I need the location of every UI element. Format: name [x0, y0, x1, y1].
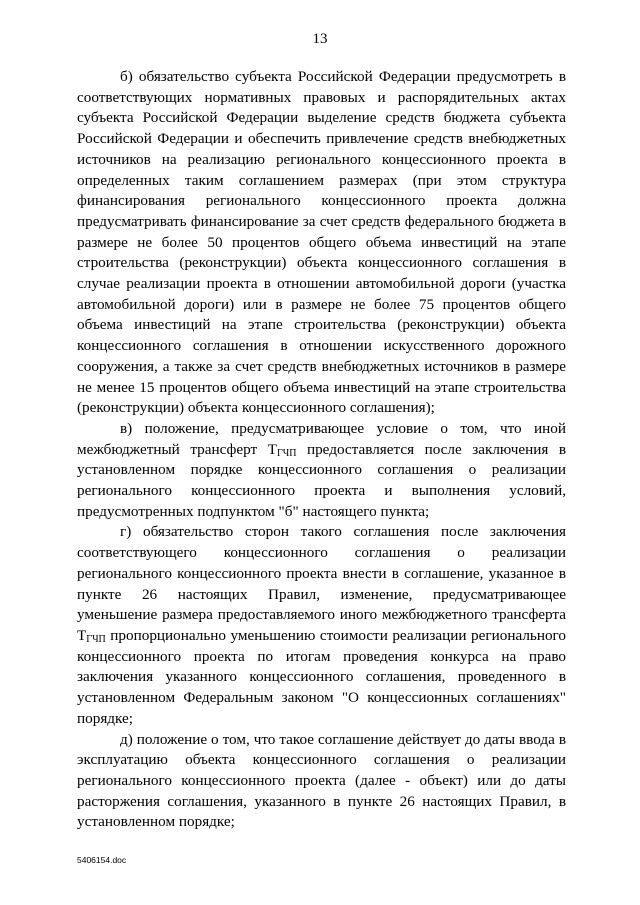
paragraph-v-subscript: ГЧП [276, 447, 297, 459]
document-body [77, 67, 566, 833]
document-filename: 5406154.doc [77, 855, 127, 865]
paragraph-b: б) обязательство субъекта Российской Федерации предусмотреть в соответствующих нормативных правовых и распорядительных актах субъекта Российской Федерации выделение средств бюджета субъекта Российской Федерации и обеспечить привлечение средств внебюджетных источников на реализацию регионального концессионного проекта в определенных таким соглашением размерах (при этом структура финансирования регионального концессионного проекта должна предусматривать финансирование за счет средств федерального бюджета в размере не более 50 процентов общего объема инвестиций на этапе строительства (реконструкции) объекта концессионного соглашения в случае реализации проекта в отношении автомобильной дороги (участка автомобильной дороги) или в размере не более 75 процентов общего объема инвестиций на этапе строительства (реконструкции) объекта концессионного соглашения в отношении искусственного дорожного сооружения, а также за счет средств внебюджетных источников в размере не менее 15 процентов общего объема инвестиций на этапе строительства (реконструкции) объекта концессионного соглашения); [77, 68, 566, 417]
paragraph-v-text-end: предоставляется после заключения в установленном порядке концессионного соглашения о реализации регионального концессионного проекта и выполнения условий, предусмотренных подпунктом "б" настоящего пункта; [77, 440, 567, 520]
page-number: 13 [312, 31, 328, 47]
paragraph-g [77, 522, 566, 729]
paragraph-d: д) положение о том, что такое соглашение действует до даты ввода в эксплуатацию объекта концессионного соглашения о реализации регионального концессионного проекта (далее - объект) или до даты расторжения соглашения, указанного в пункте 26 настоящих Правил, в установленном порядке; [77, 730, 566, 831]
paragraph-g-text-start: г) обязательство сторон такого соглашения после заключения соответствующего концессионного соглашения о реализации регионального концессионного проекта внести в соглашение, указанное в пункте 26 настоящих Правил, изменение, предусматривающее уменьшение размера предоставляемого иного межбюджетного трансферта Т [77, 523, 566, 644]
paragraph-v-text-start: в) положение, предусматривающее условие о том, что иной межбюджетный трансферт Т [77, 419, 566, 458]
paragraph-g-text-end: пропорционально уменьшению стоимости реализации регионального концессионного проекта по итогам проведения конкурса на право заключения указанного концессионного соглашения, проведенного в установленном Федеральным законом "О концессионных соглашениях" порядке; [77, 626, 566, 727]
paragraph-v [77, 419, 566, 523]
paragraph-g-subscript: ГЧП [86, 633, 106, 645]
